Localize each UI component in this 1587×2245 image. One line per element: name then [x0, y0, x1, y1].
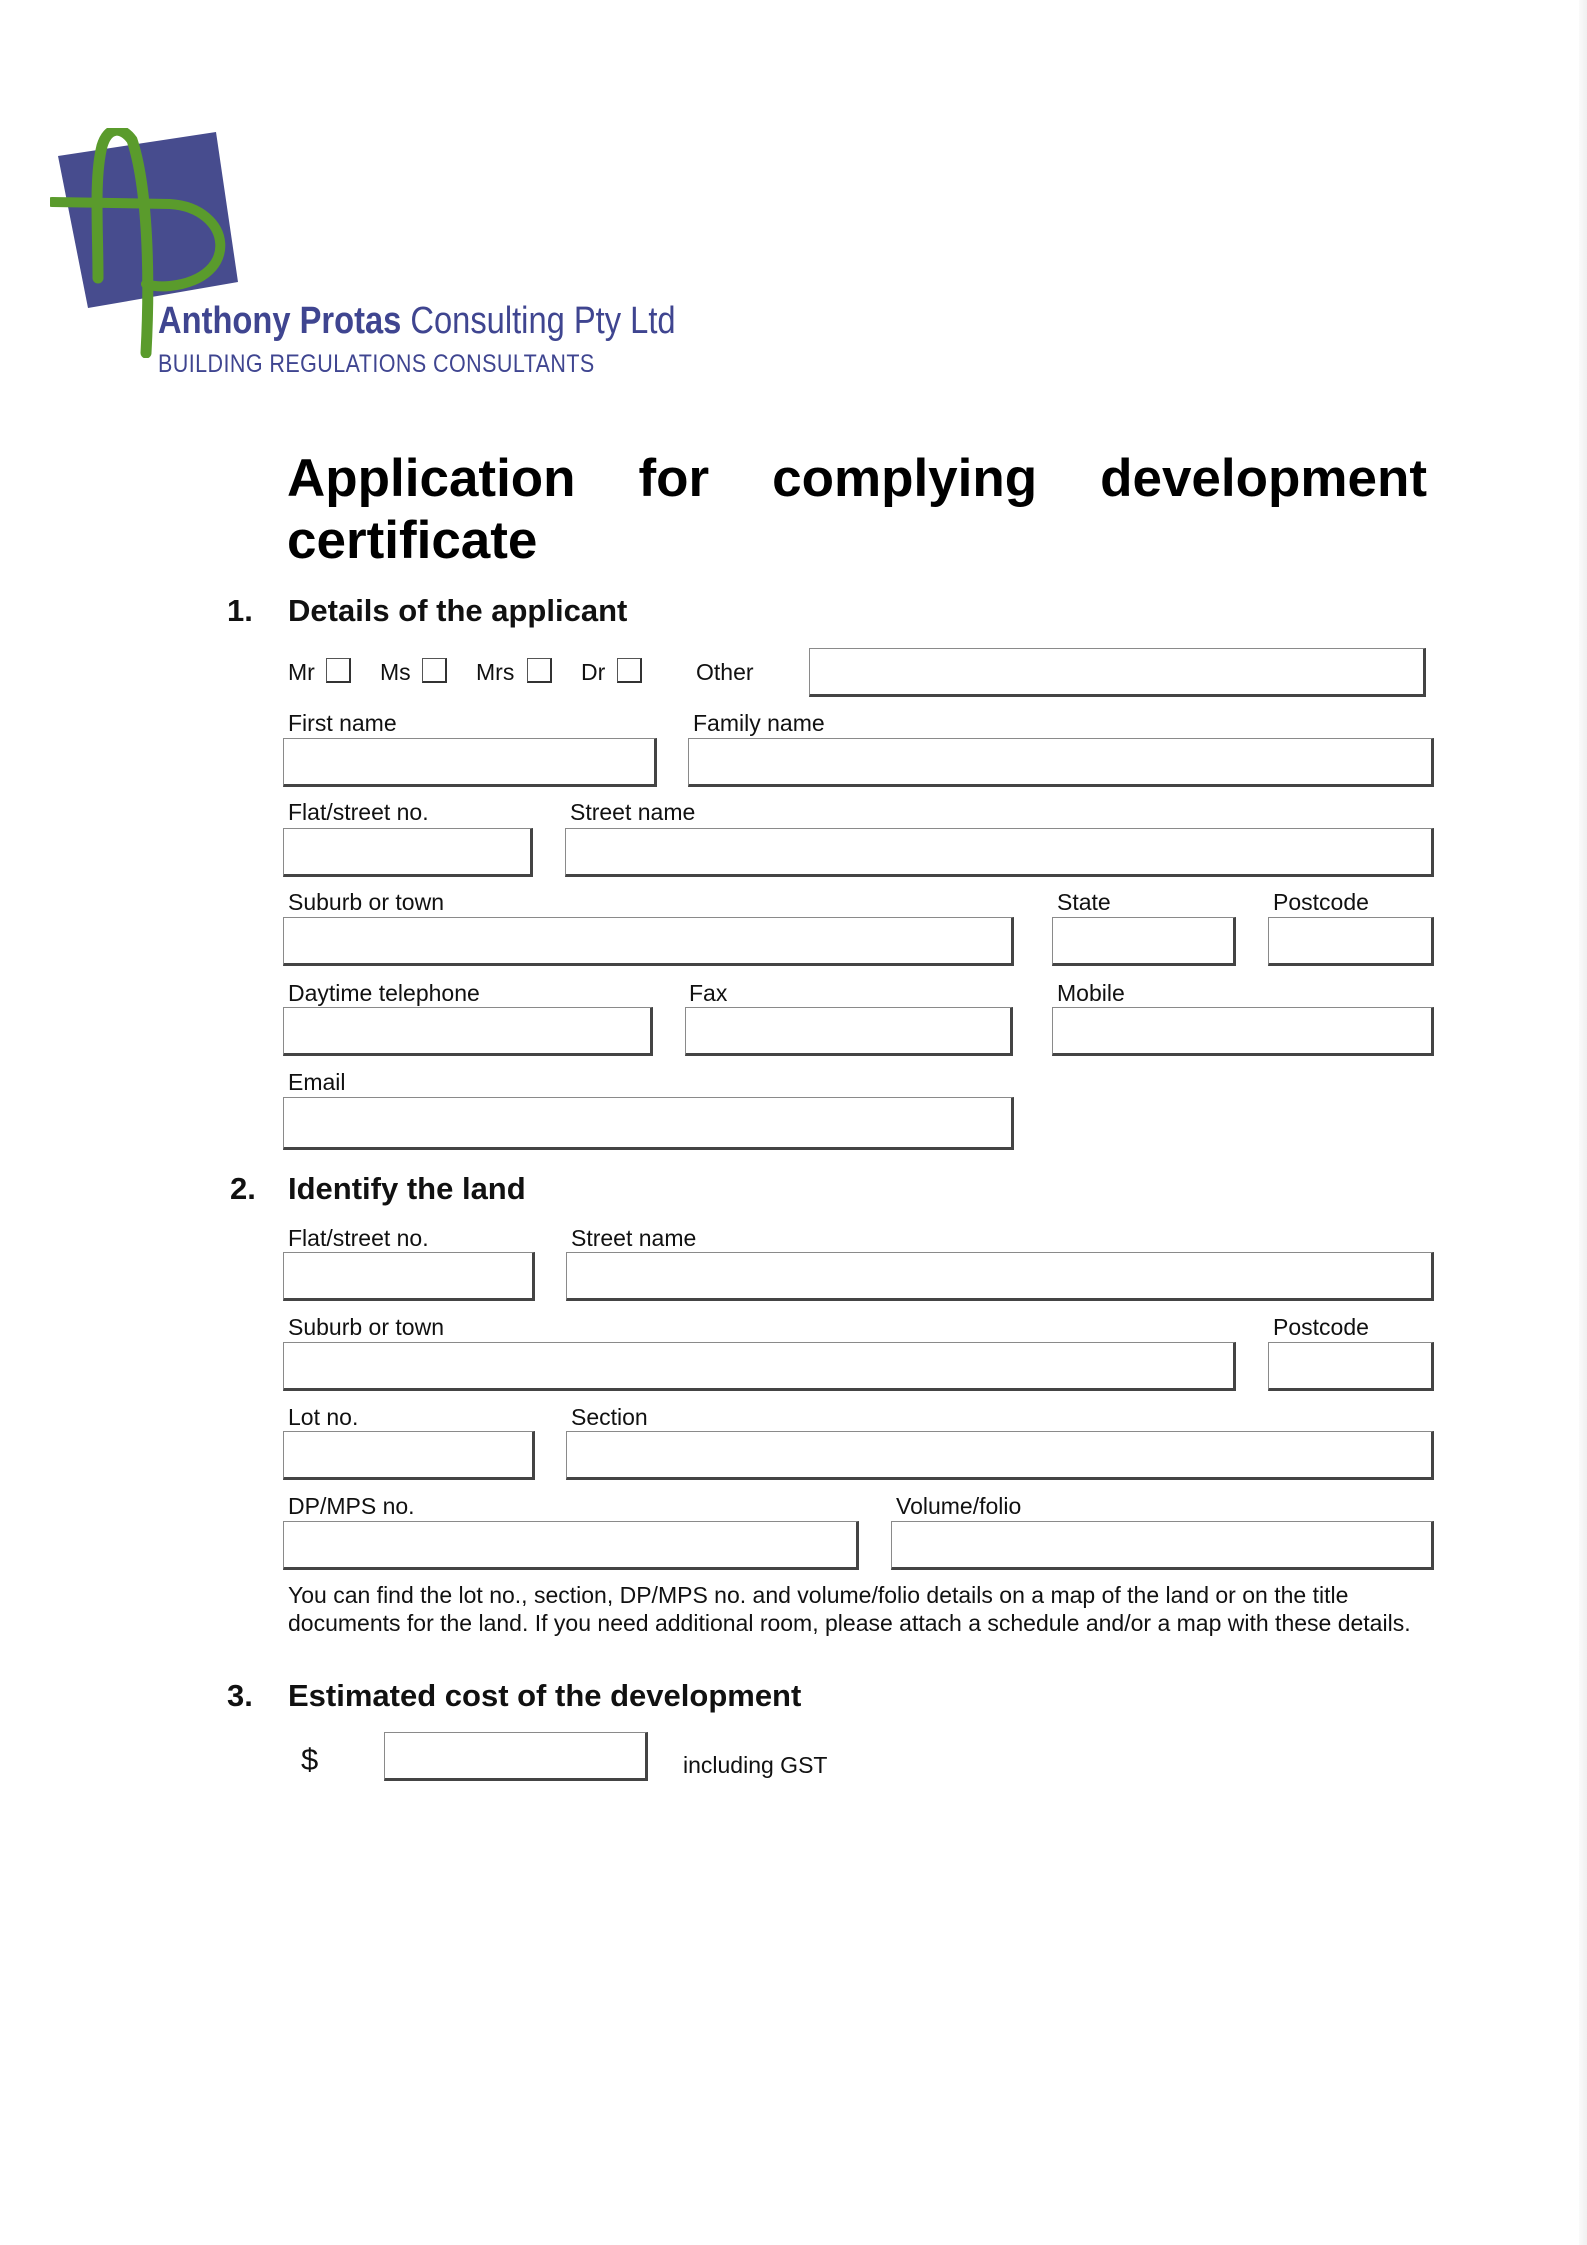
- volume-folio-field[interactable]: [891, 1521, 1434, 1570]
- dp-mps-no-field[interactable]: [283, 1521, 859, 1570]
- land-postcode-label: Postcode: [1273, 1314, 1369, 1340]
- land-flat-street-no-field[interactable]: [283, 1252, 535, 1301]
- title-mrs-checkbox[interactable]: [527, 658, 552, 683]
- section-title: Details of the applicant: [288, 593, 628, 628]
- page-edge: [1579, 0, 1587, 2245]
- flat-street-no-field[interactable]: [283, 828, 533, 877]
- email-field[interactable]: [283, 1097, 1014, 1150]
- dp-mps-no-label: DP/MPS no.: [288, 1493, 415, 1519]
- lot-no-label: Lot no.: [288, 1404, 359, 1430]
- daytime-telephone-label: Daytime telephone: [288, 980, 480, 1006]
- land-postcode-field[interactable]: [1268, 1342, 1434, 1391]
- title-other-field[interactable]: [809, 648, 1426, 697]
- form-title: Application for complying development certificate: [287, 449, 1427, 570]
- postcode-label: Postcode: [1273, 889, 1369, 915]
- section-field[interactable]: [566, 1431, 1434, 1480]
- suburb-label: Suburb or town: [288, 889, 444, 915]
- title-dr-checkbox[interactable]: [617, 658, 642, 683]
- suburb-field[interactable]: [283, 917, 1014, 966]
- title-dr-label: Dr: [581, 659, 606, 685]
- street-name-label: Street name: [570, 799, 696, 825]
- postcode-field[interactable]: [1268, 917, 1434, 966]
- state-field[interactable]: [1052, 917, 1236, 966]
- first-name-field[interactable]: [283, 738, 657, 787]
- land-flat-street-no-label: Flat/street no.: [288, 1225, 429, 1251]
- title-mrs-label: Mrs: [476, 659, 515, 685]
- first-name-label: First name: [288, 710, 397, 736]
- currency-symbol: $: [301, 1742, 319, 1777]
- family-name-label: Family name: [693, 710, 825, 736]
- title-mr-checkbox[interactable]: [326, 658, 351, 683]
- title-ms-checkbox[interactable]: [422, 658, 447, 683]
- fax-label: Fax: [689, 980, 728, 1006]
- street-name-field[interactable]: [565, 828, 1434, 877]
- section-number: 1.: [227, 593, 253, 628]
- state-label: State: [1057, 889, 1111, 915]
- title-mr-label: Mr: [288, 659, 315, 685]
- land-details-note: You can find the lot no., section, DP/MPS no. and volume/folio details on a map of the land or on the title documents for the land. If you need additional room, please attach a schedule and/or a map with these details.: [288, 1582, 1411, 1636]
- section-number: 3.: [227, 1678, 253, 1713]
- email-label: Email: [288, 1069, 346, 1095]
- title-other-label: Other: [696, 659, 754, 685]
- land-suburb-label: Suburb or town: [288, 1314, 444, 1340]
- section-number: 2.: [230, 1171, 256, 1206]
- daytime-telephone-field[interactable]: [283, 1007, 653, 1056]
- land-suburb-field[interactable]: [283, 1342, 1236, 1391]
- volume-folio-label: Volume/folio: [896, 1493, 1022, 1519]
- title-ms-label: Ms: [380, 659, 411, 685]
- estimated-cost-field[interactable]: [384, 1732, 648, 1781]
- land-street-name-label: Street name: [571, 1225, 697, 1251]
- mobile-label: Mobile: [1057, 980, 1125, 1006]
- company-tagline: BUILDING REGULATIONS CONSULTANTS: [158, 350, 595, 378]
- section-title: Identify the land: [288, 1171, 526, 1206]
- lot-no-field[interactable]: [283, 1431, 535, 1480]
- land-street-name-field[interactable]: [566, 1252, 1434, 1301]
- including-gst-label: including GST: [683, 1752, 828, 1778]
- company-name: Anthony Protas Consulting Pty Ltd: [158, 300, 676, 342]
- family-name-field[interactable]: [688, 738, 1434, 787]
- section-title: Estimated cost of the development: [288, 1678, 802, 1713]
- fax-field[interactable]: [685, 1007, 1013, 1056]
- section-label: Section: [571, 1404, 648, 1430]
- mobile-field[interactable]: [1052, 1007, 1434, 1056]
- flat-street-no-label: Flat/street no.: [288, 799, 429, 825]
